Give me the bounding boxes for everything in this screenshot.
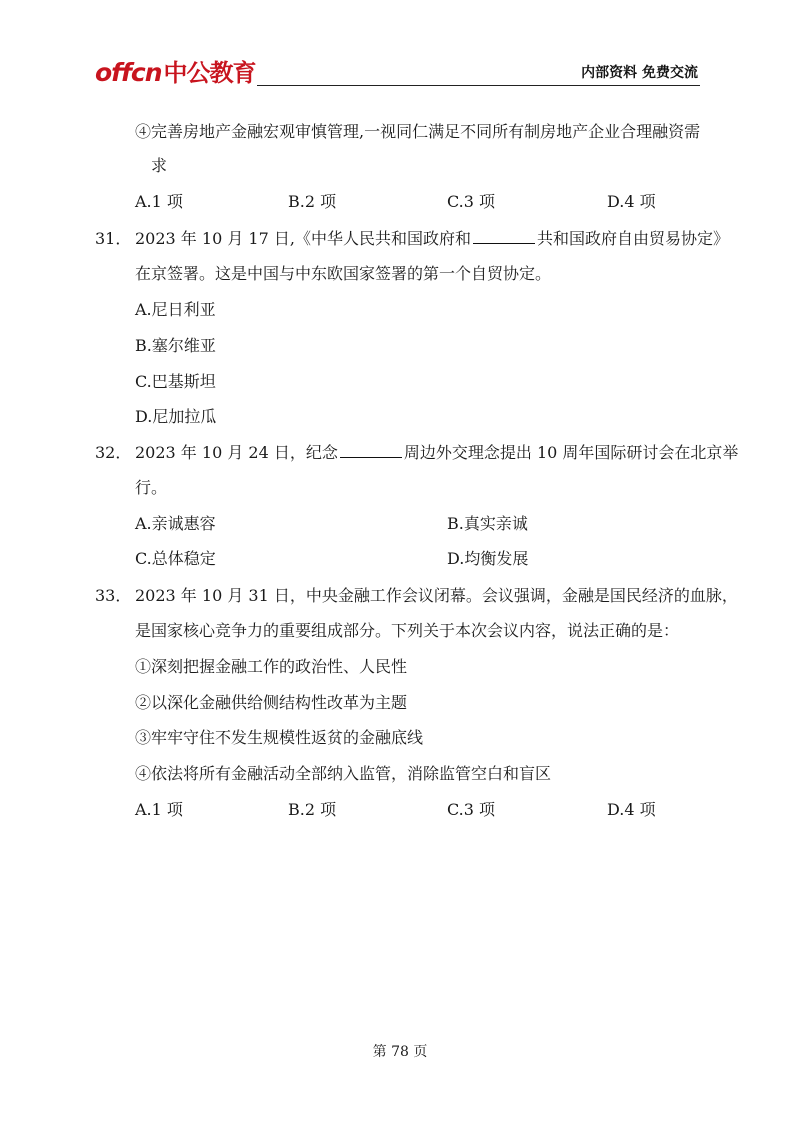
- prev-option-c: C.3 项: [447, 192, 496, 211]
- question-31-option-c: C.巴基斯坦: [135, 372, 216, 391]
- offcn-logo: [95, 58, 256, 88]
- question-32-blank: [340, 443, 402, 458]
- question-32-stem-line2: 行。: [135, 478, 168, 497]
- question-33-stem-line1: 2023 年 10 月 31 日，中央金融工作会议闭幕。会议强调，金融是国民经济的血脉，: [135, 586, 738, 605]
- question-33-option-b: B.2 项: [288, 800, 337, 819]
- question-31-blank: [473, 229, 535, 244]
- header-rule: [257, 85, 700, 86]
- question-31-option-a: A.尼日利亚: [135, 300, 216, 319]
- page-header: [95, 58, 700, 88]
- logo-latin: offcn: [95, 58, 162, 87]
- question-33-option-c: C.3 项: [447, 800, 496, 819]
- question-32-option-c: C.总体稳定: [135, 549, 216, 568]
- question-32-stem-a: 2023 年 10 月 24 日，纪念: [135, 443, 338, 462]
- question-33-item-3: ③牢牢守住不发生规模性返贫的金融底线: [135, 728, 424, 747]
- question-32-stem-line1: [135, 443, 738, 463]
- question-33-item-1: ①深刻把握金融工作的政治性、人民性: [135, 657, 408, 676]
- question-32-option-a: A.亲诚惠容: [135, 514, 216, 533]
- question-31-stem-b: 共和国政府自由贸易协定》: [536, 229, 729, 248]
- prev-item-4-line1: ④完善房地产金融宏观审慎管理,一视同仁满足不同所有制房地产企业合理融资需: [135, 122, 701, 141]
- question-33-item-4: ④依法将所有金融活动全部纳入监管，消除监管空白和盲区: [135, 764, 552, 783]
- logo-cn: 中公教育: [163, 59, 256, 87]
- question-33-item-2: ②以深化金融供给侧结构性改革为主题: [135, 693, 408, 712]
- question-31-stem-a: 2023 年 10 月 17 日,《中华人民共和国政府和: [135, 229, 471, 248]
- question-33-option-d: D.4 项: [607, 800, 656, 819]
- question-31-stem-line1: [135, 229, 729, 249]
- question-31-stem-line2: 在京签署。这是中国与中东欧国家签署的第一个自贸协定。: [135, 264, 552, 283]
- prev-option-b: B.2 项: [288, 192, 337, 211]
- question-33-option-a: A.1 项: [135, 800, 183, 819]
- question-32-stem-b: 周边外交理念提出 10 周年国际研讨会在北京举: [403, 443, 739, 462]
- prev-option-d: D.4 项: [607, 192, 656, 211]
- question-32-option-d: D.均衡发展: [447, 549, 529, 568]
- prev-item-4-line2: 求: [151, 156, 168, 175]
- header-right-text: 内部资料 免费交流: [581, 65, 698, 81]
- question-32-option-b: B.真实亲诚: [447, 514, 528, 533]
- page-number: 第 78 页: [372, 1044, 428, 1060]
- question-31-option-b: B.塞尔维亚: [135, 336, 216, 355]
- question-33-number: 33．: [95, 586, 132, 605]
- question-31-option-d: D.尼加拉瓜: [135, 407, 217, 426]
- question-32-number: 32．: [95, 443, 132, 462]
- prev-option-a: A.1 项: [135, 192, 183, 211]
- question-31-number: 31．: [95, 229, 132, 248]
- question-33-stem-line2: 是国家核心竞争力的重要组成部分。下列关于本次会议内容，说法正确的是：: [135, 621, 680, 640]
